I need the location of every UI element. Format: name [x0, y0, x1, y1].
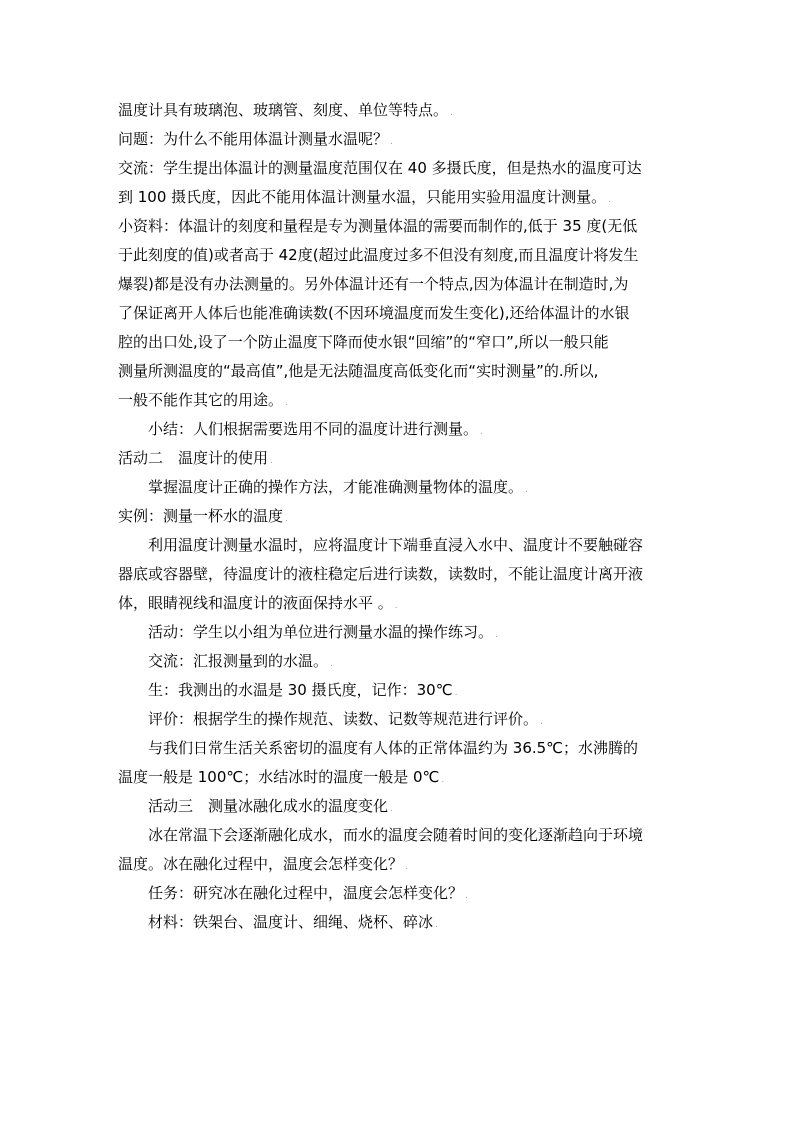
- document-body: [118, 96, 683, 937]
- text-line: 实例：测量一杯水的温度 .: [118, 507, 288, 525]
- text-line: 材料：铁架台、温度计、细绳、烧杯、碎冰 .: [148, 913, 438, 931]
- text-line: 小结：人们根据需要选用不同的温度计进行测量。 .: [148, 420, 483, 438]
- text-line: 于此刻度的值)或者高于 42度(超过此温度过多不但没有刻度,而且温度计将发生: [118, 246, 639, 264]
- section-heading: 活动三 测量冰融化成水的温度变化 .: [148, 797, 393, 815]
- text-line: 活动：学生以小组为单位进行测量水温的操作练习。 .: [148, 623, 498, 641]
- text-line: 体，眼睛视线和温度计的液面保持水平 。 .: [118, 594, 398, 612]
- text-line: 交流：学生提出体温计的测量温度范围仅在 40 多摄氏度，但是热水的温度可达: [118, 159, 642, 177]
- text-line: 生：我测出的水温是 30 摄氏度，记作：30℃ .: [148, 681, 458, 699]
- text-line: 温度。冰在融化过程中，温度会怎样变化？ .: [118, 855, 408, 873]
- text-line: 与我们日常生活关系密切的温度有人体的正常体温约为 36.5℃；水沸腾的: [148, 739, 639, 757]
- text-line: 冰在常温下会逐渐融化成水，而水的温度会随着时间的变化逐渐趋向于环境: [148, 826, 644, 844]
- section-heading: 活动二 温度计的使用 .: [118, 449, 273, 467]
- text-line: 评价：根据学生的操作规范、读数、记数等规范进行评价。 .: [148, 710, 543, 728]
- text-line: 器底或容器壁，待温度计的液柱稳定后进行读数，读数时，不能让温度计离开液: [118, 565, 644, 583]
- text-line: 爆裂)都是没有办法测量的。另外体温计还有一个特点,因为体温计在制造时,为: [118, 275, 629, 293]
- text-line: 测量所测温度的“最高值”,他是无法随温度高低变化而“实时测量”的.所以,: [118, 362, 599, 380]
- text-line: 利用温度计测量水温时，应将温度计下端垂直浸入水中、温度计不要触碰容: [148, 536, 644, 554]
- text-line: 任务：研究冰在融化过程中，温度会怎样变化？ .: [148, 884, 468, 902]
- text-line: 问题：为什么不能用体温计测量水温呢？ .: [118, 130, 393, 148]
- text-line: 掌握温度计正确的操作方法，才能准确测量物体的温度。 .: [148, 478, 528, 496]
- text-line: 了保证离开人体后也能准确读数(不因环境温度而发生变化),还给体温计的水银: [118, 304, 630, 322]
- text-line: 腔的出口处,设了一个防止温度下降而使水银“回缩”的“窄口”,所以一般只能: [118, 333, 609, 351]
- text-line: 温度计具有玻璃泡、玻璃管、刻度、单位等特点。 .: [118, 101, 453, 119]
- text-line: 温度一般是 100℃；水结冰时的温度一般是 0℃ .: [118, 768, 445, 786]
- text-line: 一般不能作其它的用途。 .: [118, 391, 288, 409]
- text-line: 到 100 摄氏度，因此不能用体温计测量水温，只能用实验用温度计测量。 .: [118, 188, 612, 206]
- text-line: 小资料：体温计的刻度和量程是专为测量体温的需要而制作的,低于 35 度(无低: [118, 217, 638, 235]
- text-line: 交流：汇报测量到的水温。 .: [148, 652, 333, 670]
